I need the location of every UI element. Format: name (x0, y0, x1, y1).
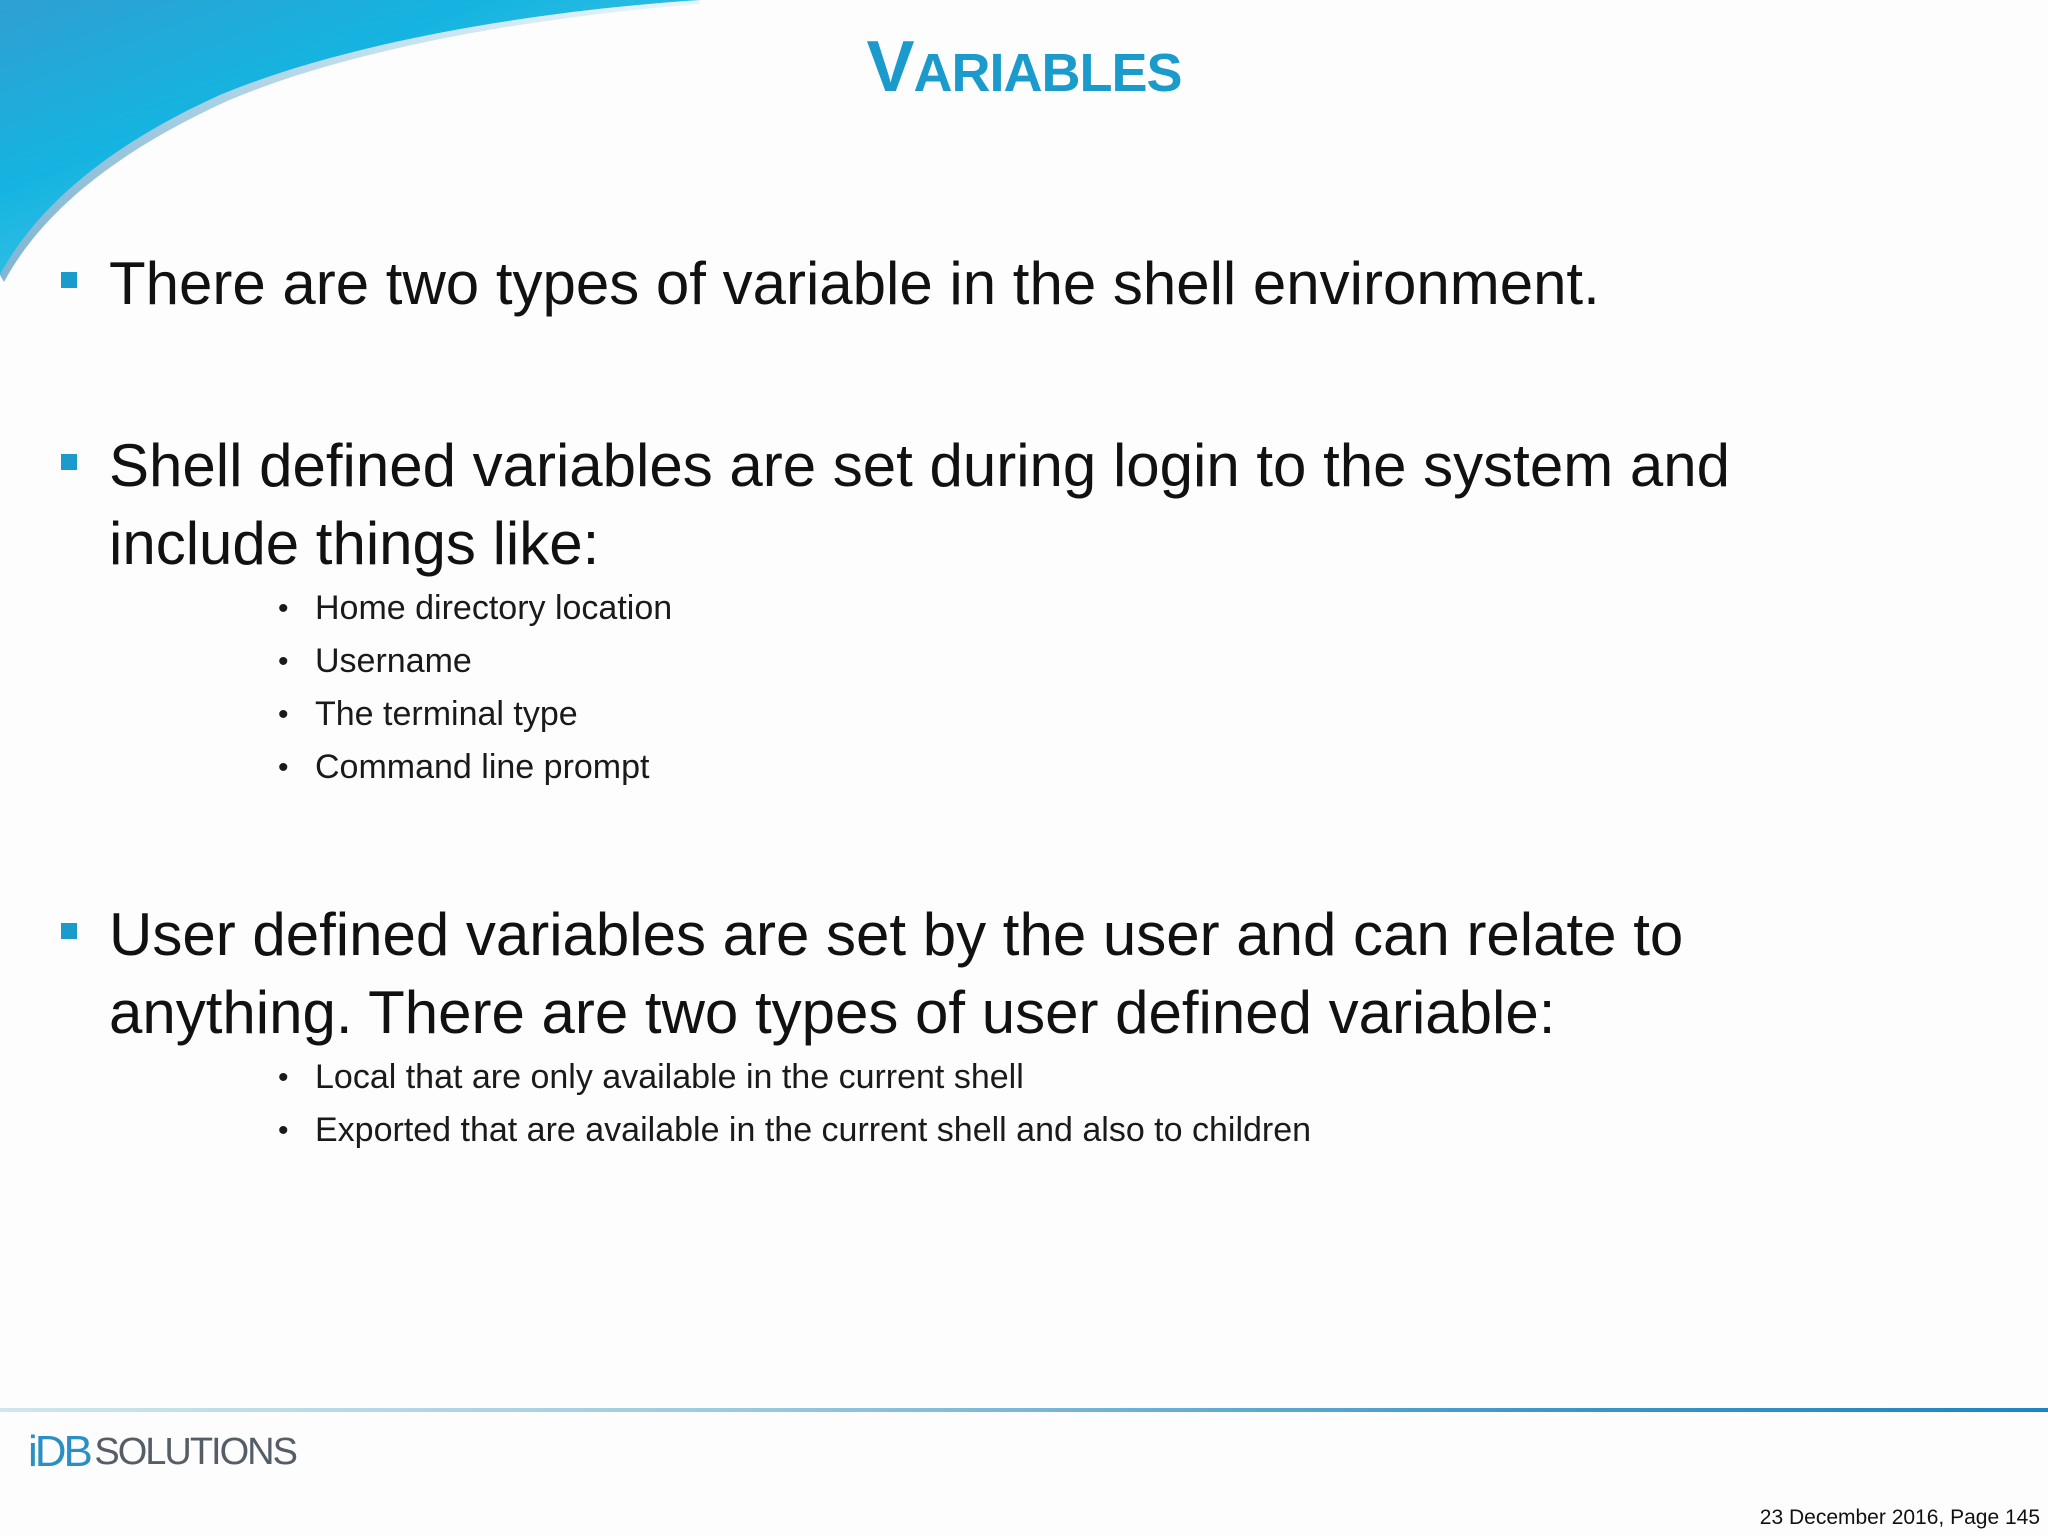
company-logo (28, 1427, 296, 1477)
bullet-2-sublist (0, 582, 2048, 794)
footer-divider (0, 1408, 2048, 1412)
logo-mark: iDB (28, 1427, 90, 1476)
sub-bullet-icon: • (278, 751, 289, 784)
slide-title-initial: V (866, 27, 914, 107)
sub-bullet-icon: • (278, 698, 289, 731)
square-bullet-icon (61, 272, 77, 288)
sub-item-text: Home directory location (315, 589, 673, 627)
sub-item-text: Command line prompt (315, 748, 650, 786)
list-item (0, 1051, 2048, 1104)
bullet-2-text: Shell defined variables are set during login to the system and include things like: (109, 432, 1730, 577)
list-item (0, 741, 2048, 794)
sub-item-text: Username (315, 642, 472, 680)
logo-text: SOLUTIONS (94, 1430, 296, 1473)
sub-bullet-icon: • (278, 592, 289, 625)
sub-bullet-icon: • (278, 1114, 289, 1147)
square-bullet-icon (61, 923, 77, 939)
list-item (0, 635, 2048, 688)
footer-date-page: 23 December 2016, Page 145 (1759, 1506, 2040, 1529)
sub-bullet-icon: • (278, 645, 289, 678)
bullet-3-sublist (0, 1051, 2048, 1157)
sub-item-text: The terminal type (315, 695, 578, 733)
slide-title-rest: ARIABLES (913, 43, 1182, 103)
bullet-3-text: User defined variables are set by the user and can relate to anything. There are two types of user defined variable: (109, 901, 1684, 1046)
list-item (0, 688, 2048, 741)
slide-title (0, 26, 2048, 108)
list-item (0, 582, 2048, 635)
sub-bullet-icon: • (278, 1061, 289, 1094)
sub-item-text: Local that are only available in the current shell (315, 1058, 1024, 1096)
list-item (0, 1104, 2048, 1157)
sub-item-text: Exported that are available in the current shell and also to children (315, 1111, 1312, 1149)
bullet-1-text: There are two types of variable in the shell environment. (109, 250, 1600, 317)
square-bullet-icon (61, 454, 77, 470)
